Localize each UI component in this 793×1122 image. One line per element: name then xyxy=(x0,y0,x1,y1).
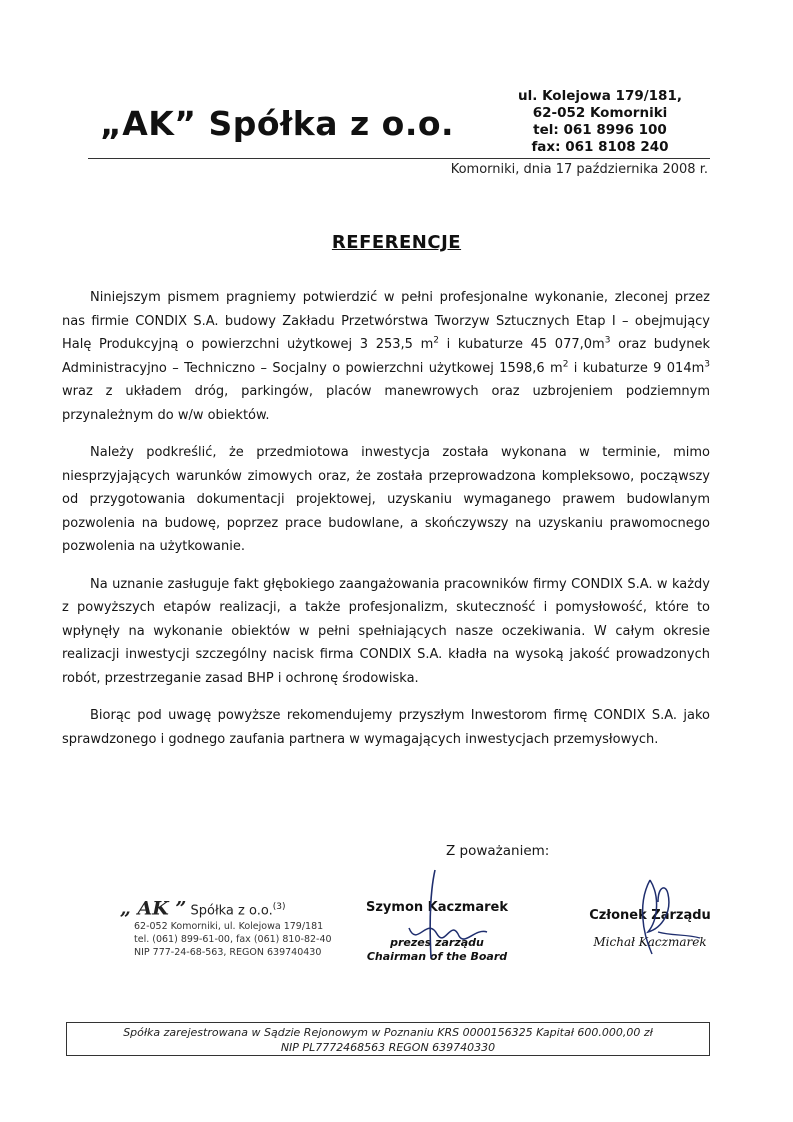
document-title: REFERENCJE xyxy=(331,232,462,253)
p1-text-a: Niniejszym pismem pragniemy potwierdzić w pełni profesjonalne wykonanie, zleconej przez nas firmie CONDIX S.A. budowy Zakładu Przetwórstwa Tworzyw Sztucznych Etap I – obejmujący Halę Produkcyjną o powierzchni użytkowej 3 253,5 m xyxy=(62,290,710,352)
address-city: 62-052 Komorniki xyxy=(532,105,668,121)
fax: fax: 061 8108 240 xyxy=(531,139,669,155)
company-contact xyxy=(500,88,700,156)
p1-text-c: oraz budynek Administracyjno – Techniczno – Socjalny o powierzchni użytkowej 1598,6 m xyxy=(62,337,711,376)
phone: tel: 061 8996 100 xyxy=(533,122,667,138)
stamp-company-name xyxy=(120,898,330,920)
stamp-logo-text: „ AK ” xyxy=(120,897,187,920)
p1-sup-b: 3 xyxy=(604,335,611,346)
president-signature-block xyxy=(352,900,522,964)
footer-tax-ids: NIP PL7772468563 REGON 639740330 xyxy=(280,1041,496,1054)
address-street: ul. Kolejowa 179/181, xyxy=(518,88,682,104)
stamp-sup: (3) xyxy=(272,902,286,912)
paragraph-3: Na uznanie zasługuje fakt głębokiego zaangażowania pracowników firmy CONDIX S.A. w każdy z powyższych etapów realizacji, a także profesjonalizm, skuteczność i pomysłowość, które to wpłynęły na wykonanie obiektów w pełni spełniających nasze oczekiwania. W całym okresie realizacji inwestycji szczególny nacisk firma CONDIX S.A. kładła na wysoką jakość prowadzonych robót, przestrzeganie zasad BHP i ochronę środowiska. xyxy=(62,576,710,686)
president-role-en: Chairman of the Board xyxy=(366,950,508,963)
p1-text-b: i kubaturze 45 077,0m xyxy=(438,337,605,352)
p1-text-d: i kubaturze 9 014m xyxy=(568,360,705,376)
header-divider xyxy=(88,158,710,159)
board-member-title: Członek Zarządu xyxy=(589,908,711,923)
stamp-name-rest: Spółka z o.o. xyxy=(190,903,273,919)
letter-date: Komorniki, dnia 17 października 2008 r. xyxy=(450,162,708,177)
president-name: Szymon Kaczmarek xyxy=(366,900,508,915)
company-name: „AK” Spółka z o.o. xyxy=(100,104,455,143)
closing-salutation: Z poważaniem: xyxy=(446,843,550,859)
registration-footer xyxy=(66,1022,710,1056)
paragraph-2: Należy podkreślić, że przedmiotowa inwestycja została wykonana w terminie, mimo niesprzyjających warunków zimowych oraz, że została przeprowadzona kompleksowo, począwszy od przygotowania dokumentacji projektowej, uzyskaniu wymaganego prawem budowlanym pozwolenia na budowę, poprzez prace budowlane, a skończywszy na uzyskaniu prawomocnego pozwolenia na użytkowanie. xyxy=(62,445,710,554)
letter-body xyxy=(62,286,710,765)
p1-sup-d: 3 xyxy=(704,359,710,370)
footer-registration: Spółka zarejestrowana w Sądzie Rejonowym w Poznaniu KRS 0000156325 Kapitał 600.000,00 zł xyxy=(123,1026,653,1039)
board-member-signature-block xyxy=(580,908,720,949)
stamp-ids: NIP 777-24-68-563, REGON 639740430 xyxy=(134,947,322,959)
paragraph-1 xyxy=(62,286,710,427)
paragraph-4: Biorąc pod uwagę powyższe rekomendujemy przyszłym Inwestorom firmę CONDIX S.A. jako sprawdzonego i godnego zaufania partnera w wymagających inwestycjach przemysłowych. xyxy=(62,708,710,747)
stamp-phone: tel. (061) 899-61-00, fax (061) 810-82-40 xyxy=(134,934,332,946)
company-stamp xyxy=(120,898,330,959)
p1-sup-c: 2 xyxy=(562,359,569,370)
p1-sup-a: 2 xyxy=(433,335,439,346)
stamp-address: 62-052 Komorniki, ul. Kolejowa 179/181 xyxy=(134,921,324,933)
board-member-name: Michał Kaczmarek xyxy=(593,935,707,949)
p1-text-e: wraz z układem dróg, parkingów, placów manewrowych oraz uzbrojeniem podziemnym przynależnym do w/w obiektów. xyxy=(62,384,710,423)
president-role-pl: prezes zarządu xyxy=(390,936,484,949)
